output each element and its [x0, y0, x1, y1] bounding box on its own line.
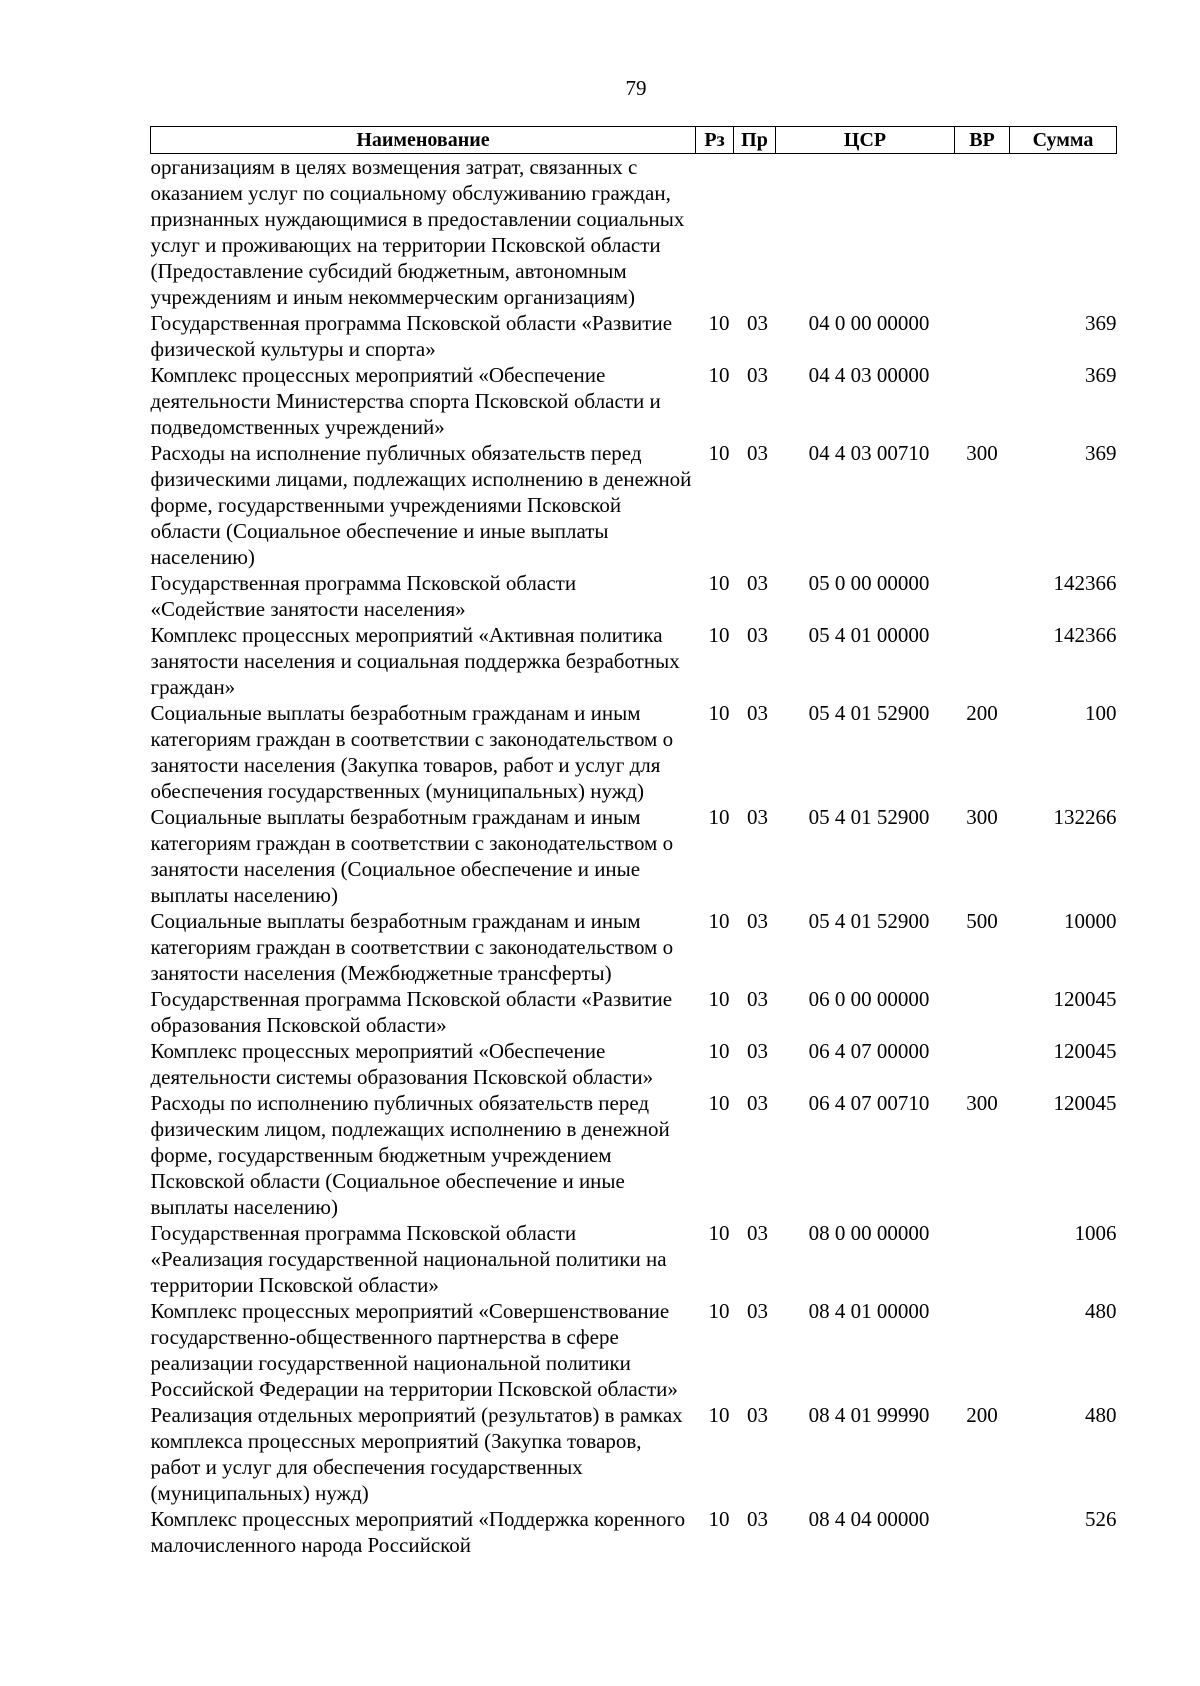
table-row — [151, 570, 1117, 622]
cell-pr: 03 — [747, 571, 768, 595]
cell-name: Государственная программа Псковской области «Содействие занятости населения» — [150, 571, 577, 621]
cell-vr: 300 — [966, 1091, 998, 1115]
cell-sum: 142366 — [1053, 623, 1117, 647]
cell-sum — [1010, 154, 1117, 311]
cell-csr: 06 0 00 00000 — [808, 987, 930, 1011]
cell-rz: 10 — [708, 1221, 730, 1245]
cell-name: Комплекс процессных мероприятий «Обеспечение деятельности Министерства спорта Псковской области и подведомственных учреждений» — [150, 363, 661, 439]
table-row — [151, 1220, 1117, 1298]
cell-pr: 03 — [747, 441, 768, 465]
cell-vr — [955, 154, 1010, 311]
cell-pr: 03 — [747, 623, 768, 647]
header-pr: Пр — [734, 127, 776, 154]
cell-vr: 200 — [966, 1403, 998, 1427]
cell-name: Государственная программа Псковской области «Развитие образования Псковской области» — [150, 987, 673, 1037]
cell-name: Комплекс процессных мероприятий «Поддержка коренного малочисленного народа Российской — [150, 1507, 686, 1557]
cell-sum: 1006 — [1074, 1221, 1117, 1245]
cell-vr — [955, 570, 1010, 622]
cell-pr: 03 — [747, 987, 768, 1011]
header-csr: ЦСР — [776, 127, 955, 154]
cell-vr — [955, 986, 1010, 1038]
cell-pr — [734, 154, 776, 311]
cell-vr — [955, 1506, 1010, 1558]
cell-pr: 03 — [747, 1299, 768, 1323]
cell-rz: 10 — [708, 1091, 730, 1115]
cell-sum: 132266 — [1053, 805, 1117, 829]
cell-sum: 480 — [1085, 1299, 1117, 1323]
header-rz: Рз — [696, 127, 734, 154]
table-row — [151, 1402, 1117, 1506]
cell-rz: 10 — [708, 363, 730, 387]
cell-pr: 03 — [747, 805, 768, 829]
cell-sum: 369 — [1085, 311, 1117, 335]
header-name: Наименование — [151, 127, 696, 154]
cell-rz — [696, 154, 734, 311]
cell-name: Социальные выплаты безработным гражданам и иным категориям граждан в соответствии с законодательством о занятости населения (Социальное обеспечение и иные выплаты населению) — [150, 805, 674, 907]
cell-pr: 03 — [747, 1507, 768, 1531]
cell-name: Реализация отдельных мероприятий (результатов) в рамках комплекса процессных мероприятий (Закупка товаров, работ и услуг для обеспечения государственных (муниципальных) нужд) — [150, 1403, 683, 1505]
cell-rz: 10 — [708, 1507, 730, 1531]
cell-rz: 10 — [708, 1039, 730, 1063]
cell-sum: 100 — [1085, 701, 1117, 725]
cell-csr: 08 0 00 00000 — [808, 1221, 930, 1245]
cell-name: организациям в целях возмещения затрат, связанных с оказанием услуг по социальному обслуживанию граждан, признанных нуждающимися в предоставлении социальных услуг и проживающих на территории Псковской области (Предоставление субсидий бюджетным, автономным учреждениям и иным некоммерческим организациям) — [150, 155, 685, 309]
cell-rz: 10 — [708, 571, 730, 595]
cell-rz: 10 — [708, 701, 730, 725]
table-row — [151, 440, 1117, 570]
cell-vr — [955, 622, 1010, 700]
budget-table — [150, 126, 1117, 1558]
table-row — [151, 804, 1117, 908]
table-header-row — [151, 127, 1117, 154]
cell-name: Комплекс процессных мероприятий «Совершенствование государственно-общественного партнерства в сфере реализации государственной национальной политики Российской Федерации на территории Псковской области» — [150, 1299, 678, 1401]
cell-csr: 06 4 07 00000 — [808, 1039, 930, 1063]
cell-csr: 08 4 01 00000 — [808, 1299, 930, 1323]
cell-name: Социальные выплаты безработным гражданам и иным категориям граждан в соответствии с законодательством о занятости населения (Закупка товаров, работ и услуг для обеспечения государственных (муниципальных) нужд) — [150, 701, 674, 803]
cell-pr: 03 — [747, 1403, 768, 1427]
cell-csr: 05 4 01 52900 — [808, 805, 930, 829]
header-vr: ВР — [955, 127, 1010, 154]
cell-vr — [955, 310, 1010, 362]
table-row — [151, 622, 1117, 700]
cell-rz: 10 — [708, 311, 730, 335]
cell-sum: 480 — [1085, 1403, 1117, 1427]
table-row — [151, 908, 1117, 986]
cell-csr — [776, 154, 955, 311]
cell-sum: 120045 — [1053, 987, 1117, 1011]
cell-pr: 03 — [747, 1039, 768, 1063]
cell-sum: 142366 — [1053, 571, 1117, 595]
cell-csr: 08 4 04 00000 — [808, 1507, 930, 1531]
cell-rz: 10 — [708, 1299, 730, 1323]
table-row — [151, 986, 1117, 1038]
cell-name: Расходы на исполнение публичных обязательств перед физическими лицами, подлежащих исполнению в денежной форме, государственными учреждениями Псковской области (Социальное обеспечение и иные выплаты населению) — [150, 441, 692, 569]
cell-rz: 10 — [708, 1403, 730, 1427]
cell-csr: 04 4 03 00710 — [808, 441, 930, 465]
cell-rz: 10 — [708, 623, 730, 647]
cell-vr: 300 — [966, 805, 998, 829]
cell-rz: 10 — [708, 909, 730, 933]
cell-csr: 05 4 01 00000 — [808, 623, 930, 647]
cell-sum: 369 — [1085, 363, 1117, 387]
cell-name: Комплекс процессных мероприятий «Активная политика занятости населения и социальная поддержка безработных граждан» — [150, 623, 680, 699]
cell-csr: 04 0 00 00000 — [808, 311, 930, 335]
table-row — [151, 1298, 1117, 1402]
cell-pr: 03 — [747, 311, 768, 335]
cell-sum: 526 — [1085, 1507, 1117, 1531]
cell-rz: 10 — [708, 441, 730, 465]
cell-vr — [955, 1298, 1010, 1402]
cell-name: Комплекс процессных мероприятий «Обеспечение деятельности системы образования Псковской области» — [150, 1039, 654, 1089]
cell-sum: 120045 — [1053, 1091, 1117, 1115]
table-row — [151, 154, 1117, 311]
table-row — [151, 362, 1117, 440]
cell-pr: 03 — [747, 363, 768, 387]
cell-csr: 06 4 07 00710 — [808, 1091, 930, 1115]
cell-vr: 500 — [966, 909, 998, 933]
cell-name: Расходы по исполнению публичных обязательств перед физическим лицом, подлежащих исполнению в денежной форме, государственным бюджетным учреждением Псковской области (Социальное обеспечение и иные выплаты населению) — [150, 1091, 670, 1219]
cell-name: Государственная программа Псковской области «Реализация государственной национальной политики на территории Псковской области» — [150, 1221, 667, 1297]
cell-name: Государственная программа Псковской области «Развитие физической культуры и спорта» — [150, 311, 673, 361]
cell-rz: 10 — [708, 805, 730, 829]
cell-vr — [955, 1220, 1010, 1298]
cell-vr — [955, 1038, 1010, 1090]
cell-vr: 300 — [966, 441, 998, 465]
cell-sum: 369 — [1085, 441, 1117, 465]
cell-pr: 03 — [747, 909, 768, 933]
table-row — [151, 700, 1117, 804]
cell-csr: 04 4 03 00000 — [808, 363, 930, 387]
table-row — [151, 310, 1117, 362]
cell-pr: 03 — [747, 1221, 768, 1245]
cell-csr: 08 4 01 99990 — [808, 1403, 930, 1427]
cell-vr — [955, 362, 1010, 440]
cell-name: Социальные выплаты безработным гражданам и иным категориям граждан в соответствии с законодательством о занятости населения (Межбюджетные трансферты) — [150, 909, 674, 985]
table-row — [151, 1090, 1117, 1220]
cell-sum: 120045 — [1053, 1039, 1117, 1063]
cell-csr: 05 0 00 00000 — [808, 571, 930, 595]
cell-vr: 200 — [966, 701, 998, 725]
table-row — [151, 1506, 1117, 1558]
table-header — [151, 127, 1117, 154]
cell-pr: 03 — [747, 701, 768, 725]
header-sum: Сумма — [1010, 127, 1117, 154]
table-row — [151, 1038, 1117, 1090]
cell-sum: 10000 — [1064, 909, 1117, 933]
cell-csr: 05 4 01 52900 — [808, 909, 930, 933]
cell-rz: 10 — [708, 987, 730, 1011]
cell-pr: 03 — [747, 1091, 768, 1115]
page-number: 79 — [625, 76, 647, 100]
table-body — [151, 154, 1117, 1559]
cell-csr: 05 4 01 52900 — [808, 701, 930, 725]
